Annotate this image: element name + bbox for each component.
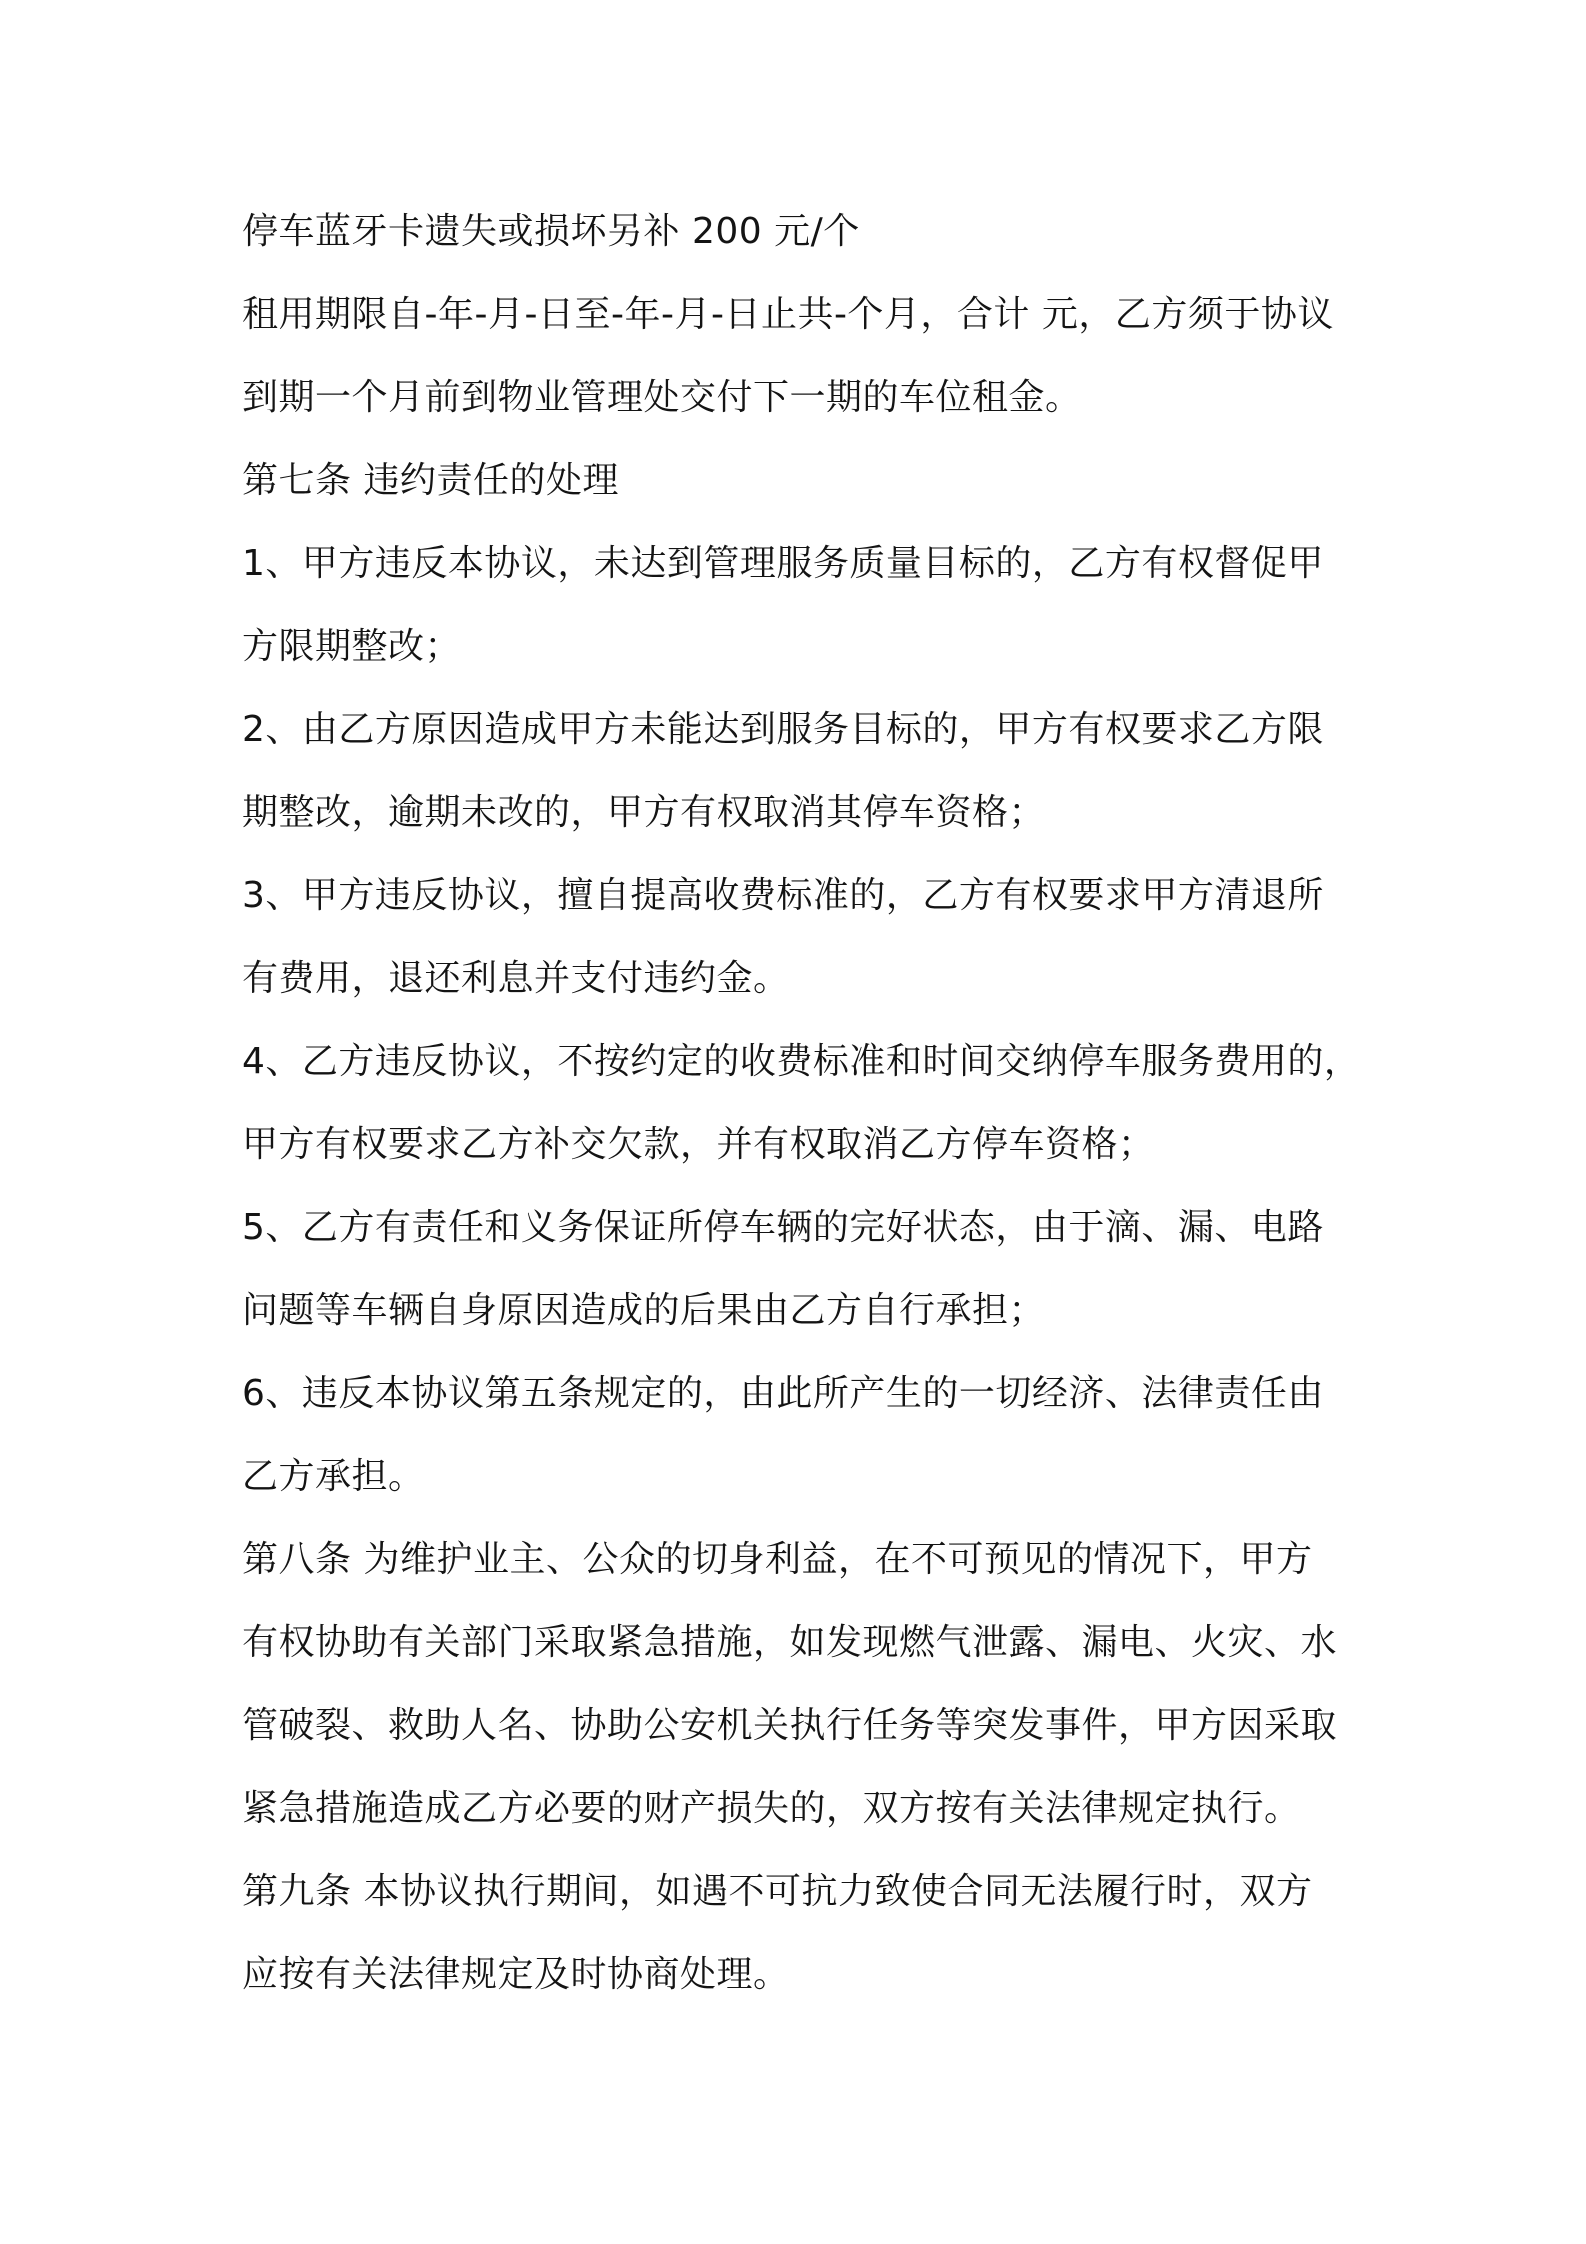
article-7-heading: 第七条 违约责任的处理 bbox=[242, 460, 619, 501]
clause-2-line-1: 2、由乙方原因造成甲方未能达到服务目标的，甲方有权要求乙方限 bbox=[242, 709, 1324, 750]
article-8-line-1: 第八条 为维护业主、公众的切身利益，在不可预见的情况下，甲方 bbox=[242, 1539, 1313, 1580]
clause-1-line-1: 1、甲方违反本协议，未达到管理服务质量目标的，乙方有权督促甲 bbox=[242, 543, 1324, 584]
article-8-line-3: 管破裂、救助人名、协助公安机关执行任务等突发事件，甲方因采取 bbox=[242, 1705, 1338, 1746]
clause-6-line-2: 乙方承担。 bbox=[242, 1456, 425, 1497]
text-line-rental-period: 租用期限自-年-月-日至-年-月-日止共-个月，合计 元，乙方须于协议 bbox=[242, 294, 1334, 335]
clause-5-line-2: 问题等车辆自身原因造成的后果由乙方自行承担； bbox=[242, 1290, 1046, 1331]
text-line-rental-payment: 到期一个月前到物业管理处交付下一期的车位租金。 bbox=[242, 377, 1082, 418]
clause-3-line-1: 3、甲方违反协议，擅自提高收费标准的，乙方有权要求甲方清退所 bbox=[242, 875, 1324, 916]
clause-4-line-1: 4、乙方违反协议，不按约定的收费标准和时间交纳停车服务费用的， bbox=[242, 1041, 1361, 1082]
clause-5-line-1: 5、乙方有责任和义务保证所停车辆的完好状态，由于滴、漏、电路 bbox=[242, 1207, 1324, 1248]
clause-1-line-2: 方限期整改； bbox=[242, 626, 462, 667]
clause-6-line-1: 6、违反本协议第五条规定的，由此所产生的一切经济、法律责任由 bbox=[242, 1373, 1324, 1414]
clause-3-line-2: 有费用，退还利息并支付违约金。 bbox=[242, 958, 790, 999]
clause-4-line-2: 甲方有权要求乙方补交欠款，并有权取消乙方停车资格； bbox=[242, 1124, 1155, 1165]
article-8-line-2: 有权协助有关部门采取紧急措施，如发现燃气泄露、漏电、火灾、水 bbox=[242, 1622, 1338, 1663]
text-line-bluetooth-card-fee: 停车蓝牙卡遗失或损坏另补 200 元/个 bbox=[242, 211, 860, 252]
article-9-line-2: 应按有关法律规定及时协商处理。 bbox=[242, 1954, 790, 1995]
article-8-line-4: 紧急措施造成乙方必要的财产损失的，双方按有关法律规定执行。 bbox=[242, 1788, 1301, 1829]
clause-2-line-2: 期整改，逾期未改的，甲方有权取消其停车资格； bbox=[242, 792, 1046, 833]
article-9-line-1: 第九条 本协议执行期间，如遇不可抗力致使合同无法履行时，双方 bbox=[242, 1871, 1313, 1912]
document-body bbox=[242, 198, 1372, 2024]
